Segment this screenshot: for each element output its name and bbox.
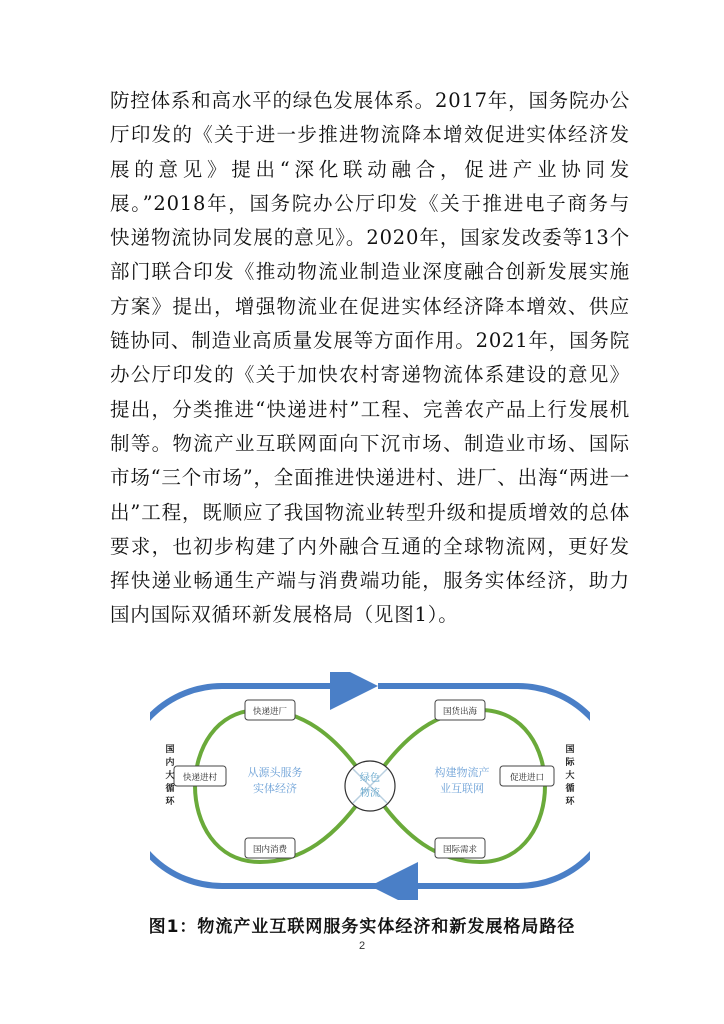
svg-text:国: 国 [565, 745, 575, 755]
center-text-line-2: 物流 [360, 788, 380, 799]
body-paragraph: 防控体系和高水平的绿色发展体系。2017年，国务院办公厅印发的《关于进一步推进物流降本增效促进实体经济发展的意见》提出“深化联动融合，促进产业协同发展。”2018年，国务院办公厅印发《关于推进电子商务与快递物流协同发展的意见》。2020年，国家发改委等13个部门联合印发《推动物流业制造业深度融合创新发展实施方案》提出，增强物流业在促进实体经济降本增效、供应链协同、制造业高质量发展等方面作用。2021年，国务院办公厅印发的《关于加快农村寄递物流体系建设的意见》提出，分类推进“快递进村”工程、完善农产品上行发展机制等。物流产业互联网面向下沉市场、制造业市场、国际市场“三个市场”，全面推进快递进村、进厂、出海“两进一出”工程，既顺应了我国物流业转型升级和提质增效的总体要求，也初步构建了内外融合互通的全球物流网，更好发挥快递业畅通生产端与消费端功能，服务实体经济，助力国内国际双循环新发展格局（见图1）。 [110, 89, 630, 627]
figure-1 [150, 672, 590, 900]
box-bottom-right [435, 838, 485, 858]
right-loop-text-line-1: 构建物流产 [434, 766, 490, 779]
right-side-label [565, 743, 575, 807]
left-loop-text-line-1: 从源头服务 [247, 766, 303, 779]
box-left [174, 766, 226, 786]
svg-text:国货出海: 国货出海 [442, 707, 478, 717]
left-side-label [165, 743, 175, 807]
svg-text:大: 大 [165, 771, 175, 781]
right-loop-text-line-2: 业互联网 [440, 782, 484, 795]
svg-text:环: 环 [165, 797, 175, 807]
figure-caption: 图1：物流产业互联网服务实体经济和新发展格局路径 [148, 917, 576, 937]
body-paragraph-block [110, 84, 630, 633]
svg-text:际: 际 [565, 758, 575, 768]
svg-text:国际需求: 国际需求 [442, 845, 478, 855]
box-top-right [435, 700, 485, 720]
left-loop-text-line-2: 实体经济 [253, 782, 297, 795]
svg-text:国内消费: 国内消费 [252, 845, 288, 855]
box-right [500, 766, 554, 786]
svg-text:大: 大 [565, 771, 575, 781]
svg-text:快递进村: 快递进村 [182, 773, 218, 783]
svg-text:内: 内 [165, 758, 175, 768]
box-top-left [245, 700, 295, 720]
svg-text:循: 循 [165, 784, 175, 794]
svg-text:促进进口: 促进进口 [509, 773, 545, 783]
box-bottom-left [245, 838, 295, 858]
svg-text:快递进厂: 快递进厂 [252, 707, 288, 717]
svg-text:国: 国 [165, 745, 175, 755]
svg-text:环: 环 [565, 797, 575, 807]
dual-circulation-diagram [150, 672, 590, 900]
page-number: 2 [358, 940, 366, 952]
center-text-line-1: 绿色 [360, 773, 380, 784]
svg-text:循: 循 [565, 784, 575, 794]
